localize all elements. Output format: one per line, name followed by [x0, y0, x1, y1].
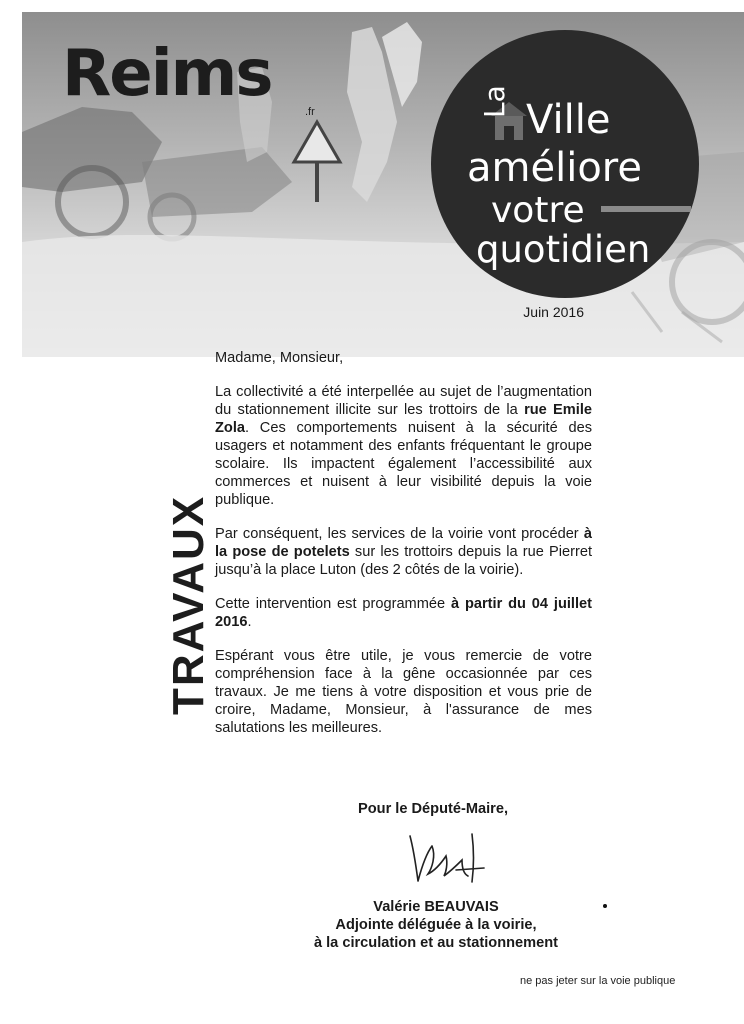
side-title: TRAVAUX	[164, 494, 213, 715]
paragraph-2-text-c: sur les trottoirs depuis la rue Pierret jusqu’à la place Luton (des 2 côtés de la voirie).	[215, 544, 592, 578]
signer-role-2: à la circulation et au stationnement	[313, 935, 559, 951]
slogan-line-3: votre	[491, 190, 585, 231]
signer-name: Valérie BEAUVAIS	[373, 899, 499, 915]
slogan-line-1: Ville	[526, 97, 611, 143]
start-date: à partir du 04 juillet 2016	[215, 596, 592, 630]
handwritten-signature	[402, 826, 492, 886]
paragraph-1	[215, 383, 592, 509]
signer-block	[286, 898, 586, 952]
salutation: Madame, Monsieur,	[215, 350, 344, 366]
slogan-la: La	[478, 85, 511, 118]
reims-logo-tld: .fr	[305, 106, 315, 118]
paragraph-3	[215, 595, 592, 631]
paragraph-3-text-a: Cette intervention est programmée	[215, 596, 451, 612]
reims-logo: Reims	[62, 37, 272, 111]
paragraph-1-text-c: . Ces comportements nuisent à la sécurité des usagers et notamment des enfants fréquentant le groupe scolaire. Ils impactent également l’accessibilité aux commerces et nuisent à leur visibilité depuis la voie publique.	[215, 420, 592, 508]
signer-role-1: Adjointe déléguée à la voirie,	[335, 917, 537, 933]
footer-note: ne pas jeter sur la voie publique	[520, 975, 676, 987]
paragraph-2-text-a: Par conséquent, les services de la voirie vont procéder	[215, 526, 584, 542]
slogan-line-4: quotidien	[476, 228, 651, 271]
works-description: à la pose de potelets	[215, 526, 592, 560]
slogan-circle	[431, 30, 699, 298]
paragraph-2	[215, 525, 592, 579]
slogan-divider	[601, 206, 691, 212]
letter-body	[215, 349, 592, 753]
paragraph-1-text-a: La collectivité a été interpellée au sujet de l’augmentation du stationnement illicite sur les trottoirs de la	[215, 384, 592, 418]
street-name: rue Emile Zola	[215, 402, 592, 436]
header-banner	[22, 12, 744, 357]
paragraph-3-text-c: .	[247, 614, 252, 630]
scan-speck	[603, 904, 607, 908]
slogan-line-2: améliore	[467, 145, 642, 191]
closing-line: Pour le Député-Maire,	[358, 801, 509, 817]
paragraph-4: Espérant vous être utile, je vous remercie de votre compréhension face à la gêne occasionnée par ces travaux. Je me tiens à votre disposition et vous prie de croire, Madame, Monsieur, à l'assurance de mes salutations les meilleures.	[215, 648, 592, 736]
letter-date: Juin 2016	[523, 304, 584, 320]
